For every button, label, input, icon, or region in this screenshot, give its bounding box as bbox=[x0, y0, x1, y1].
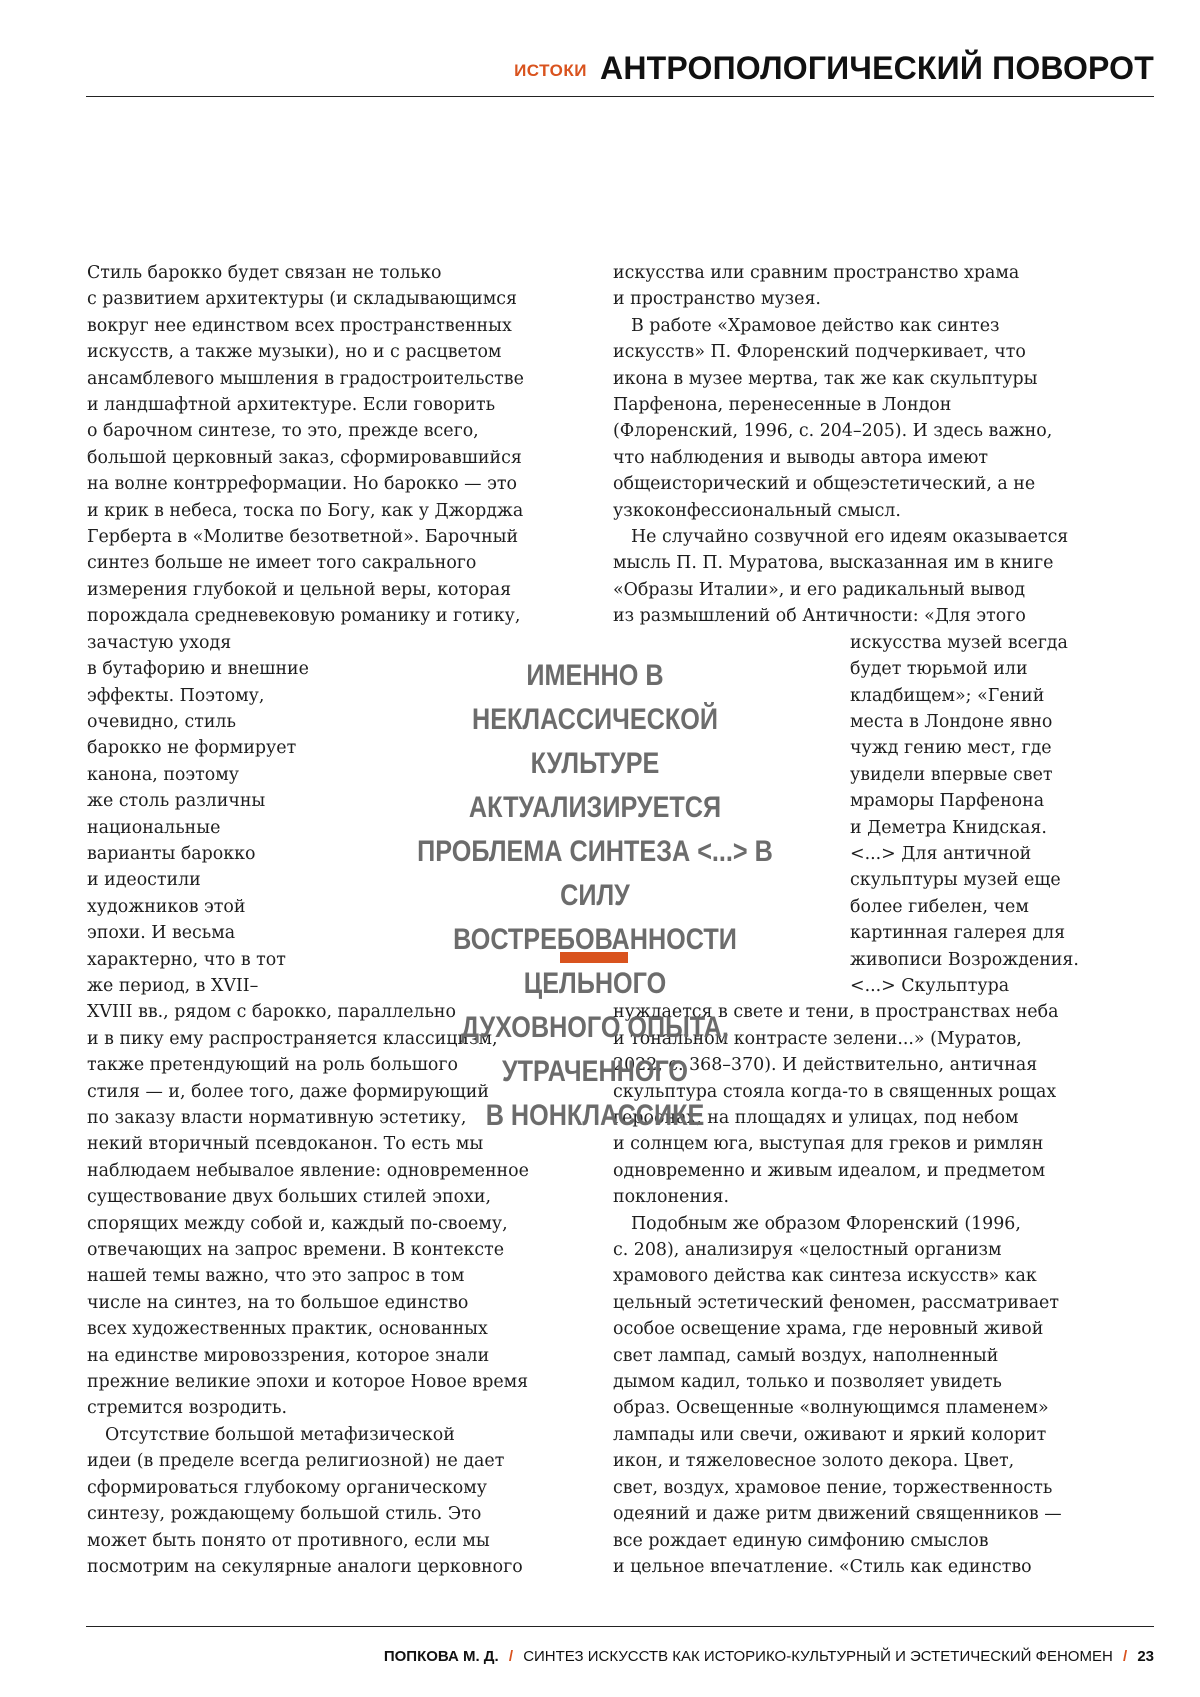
text-line: общеисторический и общеэстетический, а не bbox=[613, 471, 1079, 497]
header-divider bbox=[86, 96, 1154, 97]
text-line: барокко не формирует bbox=[87, 735, 529, 761]
text-line: искусства музей всегда bbox=[613, 630, 1079, 656]
text-line: на единстве мировоззрения, которое знали bbox=[87, 1343, 529, 1369]
footer-author: ПОПКОВА М. Д. bbox=[384, 1648, 499, 1665]
text-line: узкоконфессиональный смысл. bbox=[613, 498, 1079, 524]
text-line: на волне контрреформации. Но барокко — это bbox=[87, 471, 529, 497]
running-footer bbox=[384, 1648, 1154, 1665]
text-line: храмового действа как синтеза искусств» как bbox=[613, 1263, 1079, 1289]
text-line: что наблюдения и выводы автора имеют bbox=[613, 445, 1079, 471]
text-line: эффекты. Поэтому, bbox=[87, 683, 529, 709]
text-line: «Образы Италии», и его радикальный вывод bbox=[613, 577, 1079, 603]
text-line: Отсутствие большой метафизической bbox=[87, 1422, 529, 1448]
text-line: <...> Скульптура bbox=[613, 973, 1079, 999]
text-line: же столь различны bbox=[87, 788, 529, 814]
text-line: Не случайно созвучной его идеям оказывается bbox=[613, 524, 1079, 550]
text-line: <...> Для античной bbox=[613, 841, 1079, 867]
text-line: героонах, на площадях и улицах, под небом bbox=[613, 1105, 1079, 1131]
text-line: искусства или сравним пространство храма bbox=[613, 260, 1079, 286]
text-line: одновременно и живым идеалом, и предметом bbox=[613, 1158, 1079, 1184]
text-line: с. 208), анализируя «целостный организм bbox=[613, 1237, 1079, 1263]
text-line: лампады или свечи, оживают и яркий колорит bbox=[613, 1422, 1079, 1448]
text-line: свет, воздух, храмовое пение, торжественность bbox=[613, 1475, 1079, 1501]
text-line: и пространство музея. bbox=[613, 286, 1079, 312]
text-line: и ландшафтной архитектуре. Если говорить bbox=[87, 392, 529, 418]
text-line: картинная галерея для bbox=[613, 920, 1079, 946]
text-line: также претендующий на роль большого bbox=[87, 1052, 529, 1078]
text-line: всех художественных практик, основанных bbox=[87, 1316, 529, 1342]
text-line: и идеостили bbox=[87, 867, 529, 893]
page-header-title: АНТРОПОЛОГИЧЕСКИЙ ПОВОРОТ bbox=[600, 50, 1154, 86]
text-line: синтез больше не имеет того сакрального bbox=[87, 550, 529, 576]
text-line: места в Лондоне явно bbox=[613, 709, 1079, 735]
footer-article-title: СИНТЕЗ ИСКУССТВ КАК ИСТОРИКО-КУЛЬТУРНЫЙ И ЭСТЕТИЧЕСКИЙ ФЕНОМЕН bbox=[523, 1648, 1113, 1665]
text-line: стремится возродить. bbox=[87, 1395, 529, 1421]
text-line: икон, и тяжеловесное золото декора. Цвет, bbox=[613, 1448, 1079, 1474]
text-line: канона, поэтому bbox=[87, 762, 529, 788]
text-line: ансамблевого мышления в градостроительстве bbox=[87, 366, 529, 392]
text-line: Стиль барокко будет связан не только bbox=[87, 260, 529, 286]
section-label: ИСТОКИ bbox=[514, 61, 587, 80]
text-line: XVIII вв., рядом с барокко, параллельно bbox=[87, 999, 529, 1025]
text-line: измерения глубокой и цельной веры, которая bbox=[87, 577, 529, 603]
text-line: более гибелен, чем bbox=[613, 894, 1079, 920]
text-line: очевидно, стиль bbox=[87, 709, 529, 735]
text-line: образ. Освещенные «волнующимся пламенем» bbox=[613, 1395, 1079, 1421]
text-line: и тональном контрасте зелени...» (Муратов, bbox=[613, 1026, 1079, 1052]
text-line: стиля — и, более того, даже формирующий bbox=[87, 1079, 529, 1105]
text-line: о барочном синтезе, то это, прежде всего, bbox=[87, 418, 529, 444]
text-line: Подобным же образом Флоренский (1996, bbox=[613, 1211, 1079, 1237]
text-line: 2022, с. 368–370). И действительно, античная bbox=[613, 1052, 1079, 1078]
text-line: варианты барокко bbox=[87, 841, 529, 867]
slash-separator: / bbox=[1123, 1648, 1127, 1665]
pull-quote-line: КУЛЬТУРЕ АКТУАЛИЗИРУЕТСЯ bbox=[402, 742, 788, 830]
text-line: и Деметра Книдская. bbox=[613, 815, 1079, 841]
text-line: все рождает единую симфонию смыслов bbox=[613, 1528, 1079, 1554]
running-header bbox=[514, 50, 1154, 87]
text-line: существование двух больших стилей эпохи, bbox=[87, 1184, 529, 1210]
text-line: сформироваться глубокому органическому bbox=[87, 1475, 529, 1501]
text-line: будет тюрьмой или bbox=[613, 656, 1079, 682]
text-line: Парфенона, перенесенные в Лондон bbox=[613, 392, 1079, 418]
slash-separator: / bbox=[509, 1648, 513, 1665]
text-line: нуждается в свете и тени, в пространствах неба bbox=[613, 999, 1079, 1025]
text-line: свет лампад, самый воздух, наполненный bbox=[613, 1343, 1079, 1369]
text-line: и в пику ему распространяется классицизм, bbox=[87, 1026, 529, 1052]
text-line: В работе «Храмовое действо как синтез bbox=[613, 313, 1079, 339]
text-line: особое освещение храма, где неровный живой bbox=[613, 1316, 1079, 1342]
text-line: (Флоренский, 1996, с. 204–205). И здесь важно, bbox=[613, 418, 1079, 444]
text-line: одеяний и даже ритм движений священников — bbox=[613, 1501, 1079, 1527]
text-line: синтезу, рождающему большой стиль. Это bbox=[87, 1501, 529, 1527]
text-line: икона в музее мертва, так же как скульптуры bbox=[613, 366, 1079, 392]
text-line: по заказу власти нормативную эстетику, bbox=[87, 1105, 529, 1131]
text-line: поклонения. bbox=[613, 1184, 1079, 1210]
pull-quote-line: ВОСТРЕБОВАННОСТИ ЦЕЛЬНОГО bbox=[402, 918, 788, 1006]
text-line: эпохи. И весьма bbox=[87, 920, 529, 946]
text-line: искусств, а также музыки), но и с расцветом bbox=[87, 339, 529, 365]
text-line: живописи Возрождения. bbox=[613, 947, 1079, 973]
page-number: 23 bbox=[1137, 1648, 1154, 1665]
pull-quote-line: ПРОБЛЕМА СИНТЕЗА <...> В СИЛУ bbox=[402, 830, 788, 918]
footer-divider bbox=[86, 1626, 1154, 1627]
text-line: дымом кадил, только и позволяет увидеть bbox=[613, 1369, 1079, 1395]
text-line: вокруг нее единством всех пространственных bbox=[87, 313, 529, 339]
text-line: художников этой bbox=[87, 894, 529, 920]
text-line: характерно, что в тот bbox=[87, 947, 529, 973]
pull-quote-line: В НОНКЛАССИКЕ bbox=[402, 1094, 788, 1138]
text-line: может быть понято от противного, если мы bbox=[87, 1528, 529, 1554]
text-line: и солнцем юга, выступая для греков и римлян bbox=[613, 1131, 1079, 1157]
text-line: наблюдаем небывалое явление: одновременное bbox=[87, 1158, 529, 1184]
text-line: зачастую уходя bbox=[87, 630, 529, 656]
text-line: мраморы Парфенона bbox=[613, 788, 1079, 814]
pull-quote bbox=[402, 654, 788, 1138]
pull-quote-line: ДУХОВНОГО ОПЫТА, УТРАЧЕННОГО bbox=[402, 1006, 788, 1094]
text-line: идеи (в пределе всегда религиозной) не дает bbox=[87, 1448, 529, 1474]
pull-quote-accent-bar bbox=[560, 952, 628, 963]
text-line: чужд гению мест, где bbox=[613, 735, 1079, 761]
text-line: числе на синтез, на то большое единство bbox=[87, 1290, 529, 1316]
text-line: прежние великие эпохи и которое Новое время bbox=[87, 1369, 529, 1395]
text-line: порождала средневековую романику и готику, bbox=[87, 603, 529, 629]
text-line: некий вторичный псевдоканон. То есть мы bbox=[87, 1131, 529, 1157]
text-line: кладбищем»; «Гений bbox=[613, 683, 1079, 709]
text-line: с развитием архитектуры (и складывающимся bbox=[87, 286, 529, 312]
text-line: отвечающих на запрос времени. В контексте bbox=[87, 1237, 529, 1263]
text-line: Герберта в «Молитве безответной». Барочный bbox=[87, 524, 529, 550]
text-line: и цельное впечатление. «Стиль как единство bbox=[613, 1554, 1079, 1580]
text-line: скульптура стояла когда-то в священных рощах bbox=[613, 1079, 1079, 1105]
text-line: из размышлений об Античности: «Для этого bbox=[613, 603, 1079, 629]
text-line: увидели впервые свет bbox=[613, 762, 1079, 788]
pull-quote-line: ИМЕННО В НЕКЛАССИЧЕСКОЙ bbox=[402, 654, 788, 742]
text-line: посмотрим на секулярные аналоги церковного bbox=[87, 1554, 529, 1580]
text-line: спорящих между собой и, каждый по-своему, bbox=[87, 1211, 529, 1237]
text-line: цельный эстетический феномен, рассматривает bbox=[613, 1290, 1079, 1316]
text-line: в бутафорию и внешние bbox=[87, 656, 529, 682]
text-line: большой церковный заказ, сформировавшийся bbox=[87, 445, 529, 471]
text-line: мысль П. П. Муратова, высказанная им в книге bbox=[613, 550, 1079, 576]
text-line: искусств» П. Флоренский подчеркивает, что bbox=[613, 339, 1079, 365]
text-line: национальные bbox=[87, 815, 529, 841]
text-line: и крик в небеса, тоска по Богу, как у Джорджа bbox=[87, 498, 529, 524]
text-line: же период, в XVII– bbox=[87, 973, 529, 999]
text-line: скульптуры музей еще bbox=[613, 867, 1079, 893]
text-line: нашей темы важно, что это запрос в том bbox=[87, 1263, 529, 1289]
